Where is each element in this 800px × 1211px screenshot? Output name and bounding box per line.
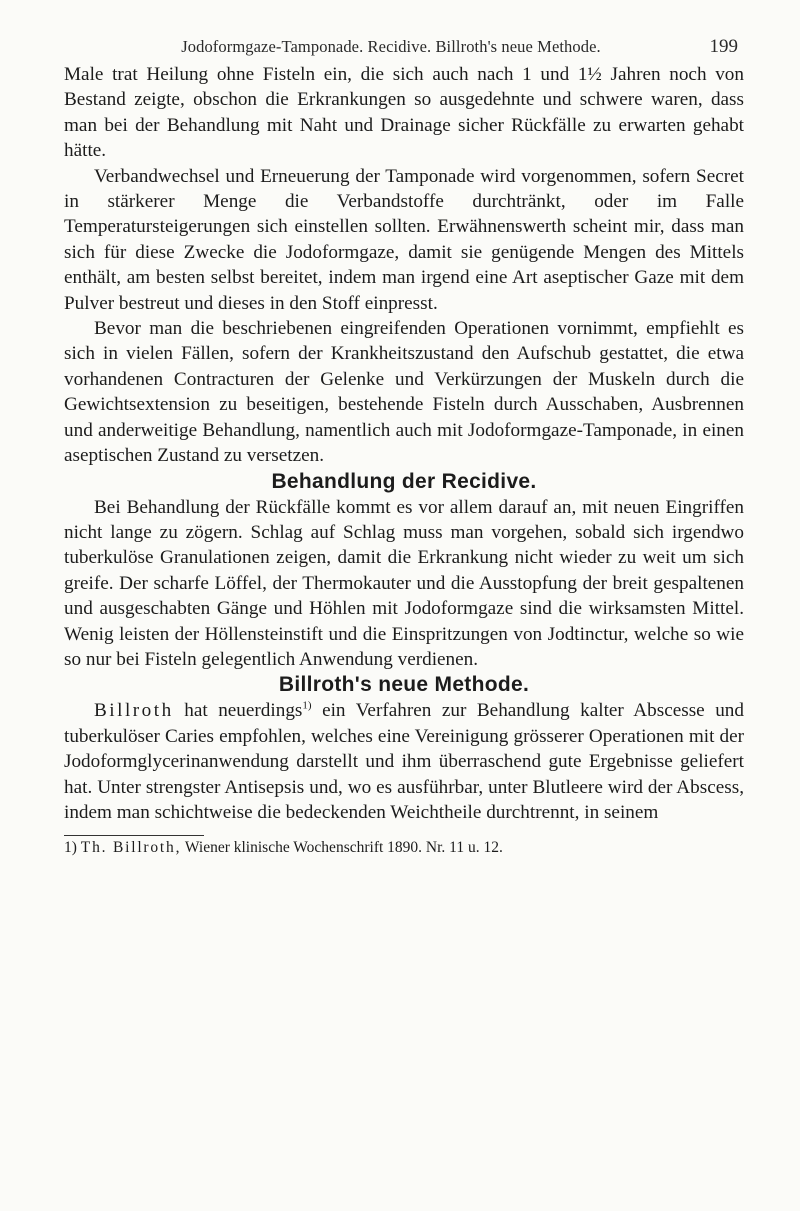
footnote-text: Wiener klinische Wochenschrift 1890. Nr. 11 u. 12.: [184, 839, 503, 857]
running-head: [64, 36, 744, 62]
heading-recidive: Behandlung der Recidive.: [271, 469, 537, 493]
paragraph-continued: Male trat Heilung ohne Fisteln ein, die sich auch nach 1 und 1½ Jahren noch von Bestand zeigte, obschon die Erkrankungen so ausgedehnte und schwere waren, dass man bei der Behandlung mit Naht und Drainage sicher Rückfälle zu erwarten gehabt hätte.: [64, 64, 744, 162]
page-number: 199: [709, 36, 738, 57]
running-head-title: Jodoformgaze-Tamponade. Recidive. Billroth's neue Methode.: [181, 37, 601, 56]
paragraph-recidive: Bei Behandlung der Rückfälle kommt es vor allem darauf an, mit neuen Eingriffen nicht lange zu zögern. Schlag auf Schlag muss man vorgehen, sobald sich irgendwo tuberkulöse Granulationen zeigen, damit die Erkrankung nicht wieder zu weit um sich greife. Der scharfe Löffel, der Thermokauter und die Ausstopfung der breit gespaltenen und ausgeschabten Gänge und Höhlen mit Jodoformgaze sind die wirksamsten Mittel. Wenig leisten der Höllensteinstift und die Einspritzungen von Jodtinctur, welche so wie so nur bei Fisteln gelegentlich Anwendung verdienen.: [64, 496, 744, 670]
paragraph-billroth-text-a: hat neuerdings: [173, 700, 303, 722]
footnote-marker[interactable]: 1): [302, 699, 312, 712]
paragraph-billroth-text-b: ein Verfahren zur Behandlung kalter Abscesse und tuberkulöser Caries empfohlen, welches eine Vereinigung grösserer Operationen mit der Jodoformglycerinanwendung darstellt und ihm überraschend gute Ergebnisse geliefert hat. Unter strengster Antisepsis und, wo es ausführbar, unter Blutleere wird der Abscess, indem man schichtweise die bedeckenden Weichtheile durchtrennt, in seinem: [64, 700, 744, 823]
footnote-number: 1): [64, 839, 77, 857]
paragraph-verbandwechsel: Verbandwechsel und Erneuerung der Tamponade wird vorgenommen, sofern Secret in stärkerer Menge die Verbandstoffe durchtränkt, oder im Falle Temperatursteigerungen sich einstellen sollten. Erwähnenswerth scheint mir, dass man sich für diese Zwecke die Jodoformgaze, damit sie genügende Mengen des Mittels enthält, am besten selbst bereitet, indem man irgend eine Art aseptischer Gaze mit dem Pulver bestreut und dieses in den Stoff einpresst.: [64, 165, 744, 314]
author-name: Billroth: [94, 700, 174, 722]
heading-billroth: Billroth's neue Methode.: [278, 673, 530, 697]
footnote-divider: [64, 835, 204, 836]
book-page: [64, 36, 744, 858]
footnote-author: Th. Billroth,: [80, 839, 182, 857]
paragraph-billroth: [64, 698, 744, 825]
footnote: [64, 838, 744, 858]
paragraph-bevor: Bevor man die beschriebenen eingreifenden Operationen vornimmt, empfiehlt es sich in vielen Fällen, sofern der Krankheitszustand den Aufschub gestattet, die etwa vorhandenen Contracturen der Gelenke und Verkürzungen der Muskeln durch die Gewichtsextension zu beseitigen, bestehende Fisteln durch Ausschaben, Ausbrennen und anderweitige Behandlung, namentlich auch mit Jodoformgaze-Tamponade, in einen aseptischen Zustand zu versetzen.: [64, 318, 744, 467]
